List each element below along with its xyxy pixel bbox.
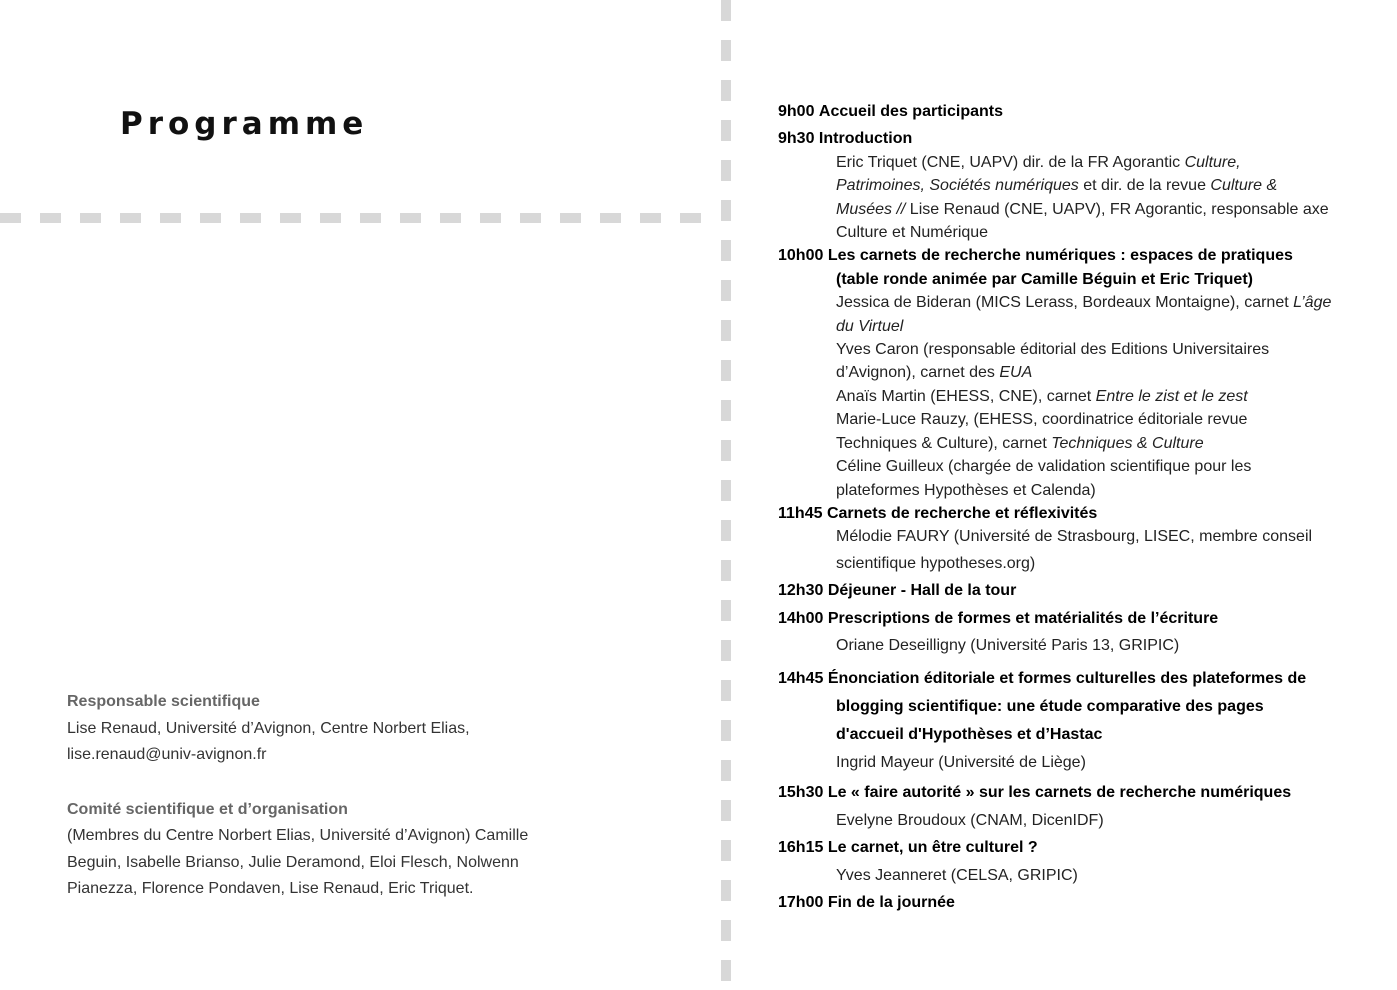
- session-title: Fin de la journée: [827, 893, 955, 911]
- speaker-text: Yves Jeanneret (CELSA, GRIPIC): [836, 866, 1078, 884]
- session-time: 11h45: [778, 504, 827, 522]
- session-item: [778, 781, 1378, 804]
- session-item: [778, 836, 1378, 859]
- session-title: Déjeuner - Hall de la tour: [827, 582, 1017, 600]
- session-title: Carnets de recherche et réflexivités: [826, 504, 1098, 522]
- session-item: [778, 502, 1378, 525]
- session-speakers: [778, 151, 1378, 245]
- session-speakers: [778, 634, 1378, 657]
- speaker-text: Yves Caron (responsable éditorial des Editions Universitaires: [836, 341, 1270, 359]
- speaker-text: Musées //: [836, 200, 906, 218]
- speaker-text: Techniques & Culture: [1051, 434, 1204, 452]
- session-speakers: [778, 864, 1378, 887]
- speaker-text: Ingrid Mayeur (Université de Liège): [836, 754, 1086, 772]
- speaker-text: Evelyne Broudoux (CNAM, DicenIDF): [836, 811, 1104, 829]
- speaker-text: Jessica de Bideran (MICS Lerass, Bordeaux Montaigne), carnet: [836, 294, 1294, 312]
- session-title: Le carnet, un être culturel ?: [827, 839, 1038, 857]
- session-time: 14h45: [778, 670, 828, 688]
- session-title: Énonciation éditoriale et formes culturelles des plateformes de: [827, 670, 1307, 688]
- session-item: [778, 579, 1378, 602]
- speaker-text: Eric Triquet (CNE, UAPV) dir. de la FR Agorantic: [836, 153, 1185, 171]
- session-time: 15h30: [778, 784, 828, 802]
- speaker-text: Culture et Numérique: [836, 224, 989, 242]
- session-title: Le « faire autorité » sur les carnets de recherche numériques: [827, 784, 1292, 802]
- speaker-text: Mélodie FAURY (Université de Strasbourg, LISEC, membre conseil: [836, 528, 1313, 546]
- comite-line: Beguin, Isabelle Brianso, Julie Deramond, Eloi Flesch, Nolwenn: [67, 853, 519, 871]
- speaker-text: Culture &: [1210, 177, 1278, 195]
- session-title: Les carnets de recherche numériques : espaces de pratiques: [827, 247, 1293, 265]
- session-speakers: [778, 809, 1378, 832]
- session-title-continued: (table ronde animée par Camille Béguin et Eric Triquet): [836, 270, 1253, 288]
- speaker-text: scientifique hypotheses.org): [836, 554, 1036, 572]
- session-title-continued: d'accueil d'Hypothèses et d’Hastac: [836, 726, 1103, 744]
- session-time: 9h30: [778, 130, 819, 148]
- session-item: [778, 607, 1378, 630]
- horizontal-dashed-divider: [0, 213, 712, 223]
- speaker-text: Céline Guilleux (chargée de validation scientifique pour les: [836, 458, 1252, 476]
- session-title-continued: blogging scientifique: une étude comparative des pages: [836, 698, 1264, 716]
- organizers-info: [67, 689, 587, 903]
- session-speakers: [778, 268, 1378, 502]
- responsable-line: Lise Renaud, Université d’Avignon, Centre Norbert Elias,: [67, 719, 470, 737]
- vertical-dashed-divider: [721, 0, 731, 990]
- speaker-text: d’Avignon), carnet des: [836, 364, 1000, 382]
- session-time: 9h00: [778, 103, 819, 120]
- speaker-text: du Virtuel: [836, 317, 904, 335]
- session-item: [778, 891, 1378, 914]
- session-speakers: [778, 525, 1378, 575]
- speaker-text: et dir. de la revue: [1078, 177, 1211, 195]
- session-time: 14h00: [778, 609, 828, 627]
- speaker-text: Patrimoines, Sociétés numériques: [836, 177, 1079, 195]
- session-item: [778, 665, 1378, 693]
- speaker-text: Techniques & Culture), carnet: [836, 434, 1052, 452]
- session-item: [778, 127, 1378, 150]
- session-title: Accueil des participants: [818, 103, 1003, 120]
- responsable-heading: Responsable scientifique: [67, 693, 260, 710]
- comite-line: (Membres du Centre Norbert Elias, Université d’Avignon) Camille: [67, 827, 529, 844]
- session-speakers: [778, 693, 1378, 777]
- responsable-email: lise.renaud@univ-avignon.fr: [67, 746, 267, 763]
- session-time: 16h15: [778, 839, 828, 857]
- speaker-text: Entre le zist et le zest: [1095, 387, 1248, 405]
- session-time: 17h00: [778, 893, 828, 911]
- programme-schedule: [778, 100, 1378, 914]
- session-item: [778, 100, 1378, 123]
- speaker-text: L’âge: [1293, 294, 1332, 312]
- session-title: Prescriptions de formes et matérialités de l’écriture: [827, 609, 1219, 627]
- speaker-text: Oriane Deseilligny (Université Paris 13, GRIPIC): [836, 636, 1180, 654]
- session-title: Introduction: [818, 130, 913, 148]
- session-time: 12h30: [778, 582, 828, 600]
- session-time: 10h00: [778, 247, 828, 265]
- speaker-text: Marie-Luce Rauzy, (EHESS, coordinatrice éditoriale revue: [836, 411, 1248, 429]
- speaker-text: Lise Renaud (CNE, UAPV), FR Agorantic, responsable axe: [905, 200, 1329, 218]
- page-title: Programme: [120, 106, 369, 142]
- comite-line: Pianezza, Florence Pondaven, Lise Renaud, Eric Triquet.: [67, 880, 474, 897]
- speaker-text: plateformes Hypothèses et Calenda): [836, 481, 1096, 499]
- speaker-text: Anaïs Martin (EHESS, CNE), carnet: [836, 387, 1096, 405]
- speaker-text: EUA: [999, 364, 1033, 382]
- session-item: [778, 244, 1378, 267]
- comite-heading: Comité scientifique et d’organisation: [67, 800, 348, 818]
- speaker-text: Culture,: [1184, 153, 1241, 171]
